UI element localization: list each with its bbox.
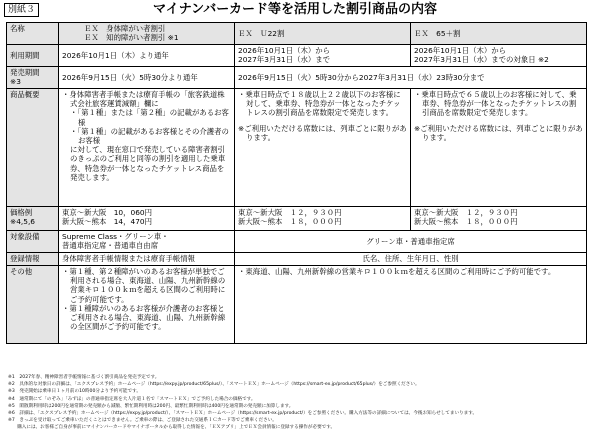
row-label-sale: 発売期間 ※3	[7, 67, 59, 89]
header-row	[7, 23, 587, 45]
row-label-name: 名称	[7, 23, 59, 45]
sale-col23: 2026年9月15日（火）5時30分から2027年3月31日（水）23時30分まで	[235, 67, 587, 89]
price-col3: 東京～新大阪 １２，９３０円 新大阪～熊本 １８，０００円	[411, 207, 587, 231]
price-col1: 東京～新大阪 10，060円 新大阪～熊本 14，470円	[59, 207, 235, 231]
other-col23	[235, 266, 587, 344]
product-ex-u22: ＥＸ Ｕ22割	[235, 23, 411, 45]
row-other	[7, 266, 587, 344]
sale-col1: 2026年9月15日（火）5時30分より通年	[59, 67, 235, 89]
footnote: ※6 詳細は、「エクスプレス予約」ホームページ（https://expy.jp/product/）、「スマートＥＸ」ホームページ（https://smart-ex.jp/product/）をご参照ください。購入方法等の詳細については、今後お知らせしてまいります。	[8, 411, 478, 417]
reg-col23: 氏名、住所、生年月日、性別	[235, 253, 587, 266]
summary-bullet: ・身体障害者手帳または療育手帳の「旅客鉄道株式会社旅客運賃減額」欄に	[62, 90, 225, 109]
reg-col1: 身体障害者手帳情報または療育手帳情報	[59, 253, 235, 266]
product-ex-65plus: ＥＸ 65＋割	[411, 23, 587, 45]
summary-bullet: ・乗車日時点で６５歳以上のお客様に対して、乗車券、特急券が一体となったチケットレスの割引商品を席数限定で発売します。	[414, 90, 577, 118]
row-label-summary: 商品概要	[7, 89, 59, 207]
summary-sub-bullet: ・「第１種」の記載があるお客様とその介護者のお客様	[70, 126, 229, 146]
row-label-reg: 登録情報	[7, 253, 59, 266]
footnote: ※5 閑散期利用時は200円を通常期の発売額から減額、繁忙期利用時は200円、最繁忙期利用時は400円を通常期の発売額に加算します。	[8, 403, 294, 409]
summary-col2	[235, 89, 411, 207]
footnote: ※7 きっぷを受け取ってご乗車いただくことはできません。ご乗車の際は、ご登録された交通系ＩＣカード等でご乗車ください。	[8, 418, 277, 424]
row-sale	[7, 67, 587, 89]
summary-text: に対して、現在窓口で発売している障害者割引のきっぷのご利用と同等の割引を適用した乗車券、特急券が一体となったチケットレス商品を発売します。	[70, 145, 226, 182]
summary-note: ※ご利用いただける席数には、列車ごとに限りがあります。	[414, 123, 583, 142]
row-label-seats: 対象設備	[7, 231, 59, 253]
period-col2: 2026年10月1日（木）から 2027年3月31日（水）まで	[235, 45, 411, 67]
row-label-other: その他	[7, 266, 59, 344]
seats-col23: グリーン車・普通車指定席	[235, 231, 587, 253]
footnote: ※2 具体的な対象日の詳細は、「エクスプレス予約」ホームページ（https://expy.jp/product/65plus/）、「スマートＥＸ」ホームページ（https://smart-ex.jp/product/65plus/）をご参照ください。	[8, 382, 420, 388]
seats-col1: Supreme Class・グリーン車・ 普通車指定席・普通車自由席	[59, 231, 235, 253]
summary-sub-bullet: ・「第１種」または「第２種」の記載があるお客様	[70, 108, 229, 127]
other-bullet: ・第１種障がいのあるお客様が介護者のお客様とご利用される場合、東海道、山陽、九州新幹線の全区間がご予約可能です。	[62, 303, 226, 332]
discount-table	[6, 22, 587, 344]
summary-col3	[411, 89, 587, 207]
period-col1: 2026年10月1日（木）より通年	[59, 45, 235, 67]
row-seats	[7, 231, 587, 253]
summary-note: ※ご利用いただける席数には、列車ごとに限りがあります。	[238, 123, 407, 142]
footnote: ※4 通常期にて「のぞみ」「みずほ」の普通車指定席を大人片道１名で「スマートＥＸ」でご予約した場合の価格です。	[8, 396, 256, 402]
page-title: マイナンバーカード等を活用した割引商品の内容	[153, 2, 437, 17]
other-bullet: ・東海道、山陽、九州新幹線の営業キロ１００ｋｍを超える区間のご利用時にご予約可能です。	[238, 267, 556, 276]
attachment-badge: 別紙３	[4, 3, 39, 17]
period-col3: 2026年10月1日（木）から 2027年3月31日（水）までの対象日 ※2	[411, 45, 587, 67]
row-label-period: 利用期間	[7, 45, 59, 67]
summary-col1	[59, 89, 235, 207]
footnotes	[8, 374, 586, 432]
other-col1	[59, 266, 235, 344]
other-bullet: ・第１種、第２種障がいのあるお客様が単独でご利用される場合、東海道、山陽、九州新幹線の営業キロ１００ｋｍを超える区間のご利用時にご予約可能です。	[62, 267, 226, 304]
footnote: ※1 2027年春、精神障害者手帳情報に基づく割引商品を発売予定です。	[8, 375, 160, 380]
summary-bullet: ・乗車日時点で１８歳以上２２歳以下のお客様に対して、乗車券、特急券が一体となったチケットレスの割引商品を席数限定で発売します。	[238, 90, 401, 118]
footnote: 購入には、お客様ご自身が事前にマイナンバーカードやマイナポータルから取得した情報を、「ＥＸアプリ」上でＥＸ会員情報に登録する操作が必要です。	[8, 425, 336, 431]
product-ex-disability: ＥＸ 身体障がい者割引 ＥＸ 知的障がい者割引 ※1	[59, 23, 235, 45]
footnote: ※3 発売開始は乗車日１ヶ月前の10時00分より予約可能です。	[8, 389, 141, 395]
price-col2: 東京～新大阪 １２，９３０円 新大阪～熊本 １８，０００円	[235, 207, 411, 231]
row-reg	[7, 253, 587, 266]
row-price	[7, 207, 587, 231]
row-label-price: 価格例 ※4,5,6	[7, 207, 59, 231]
row-summary	[7, 89, 587, 207]
row-period	[7, 45, 587, 67]
